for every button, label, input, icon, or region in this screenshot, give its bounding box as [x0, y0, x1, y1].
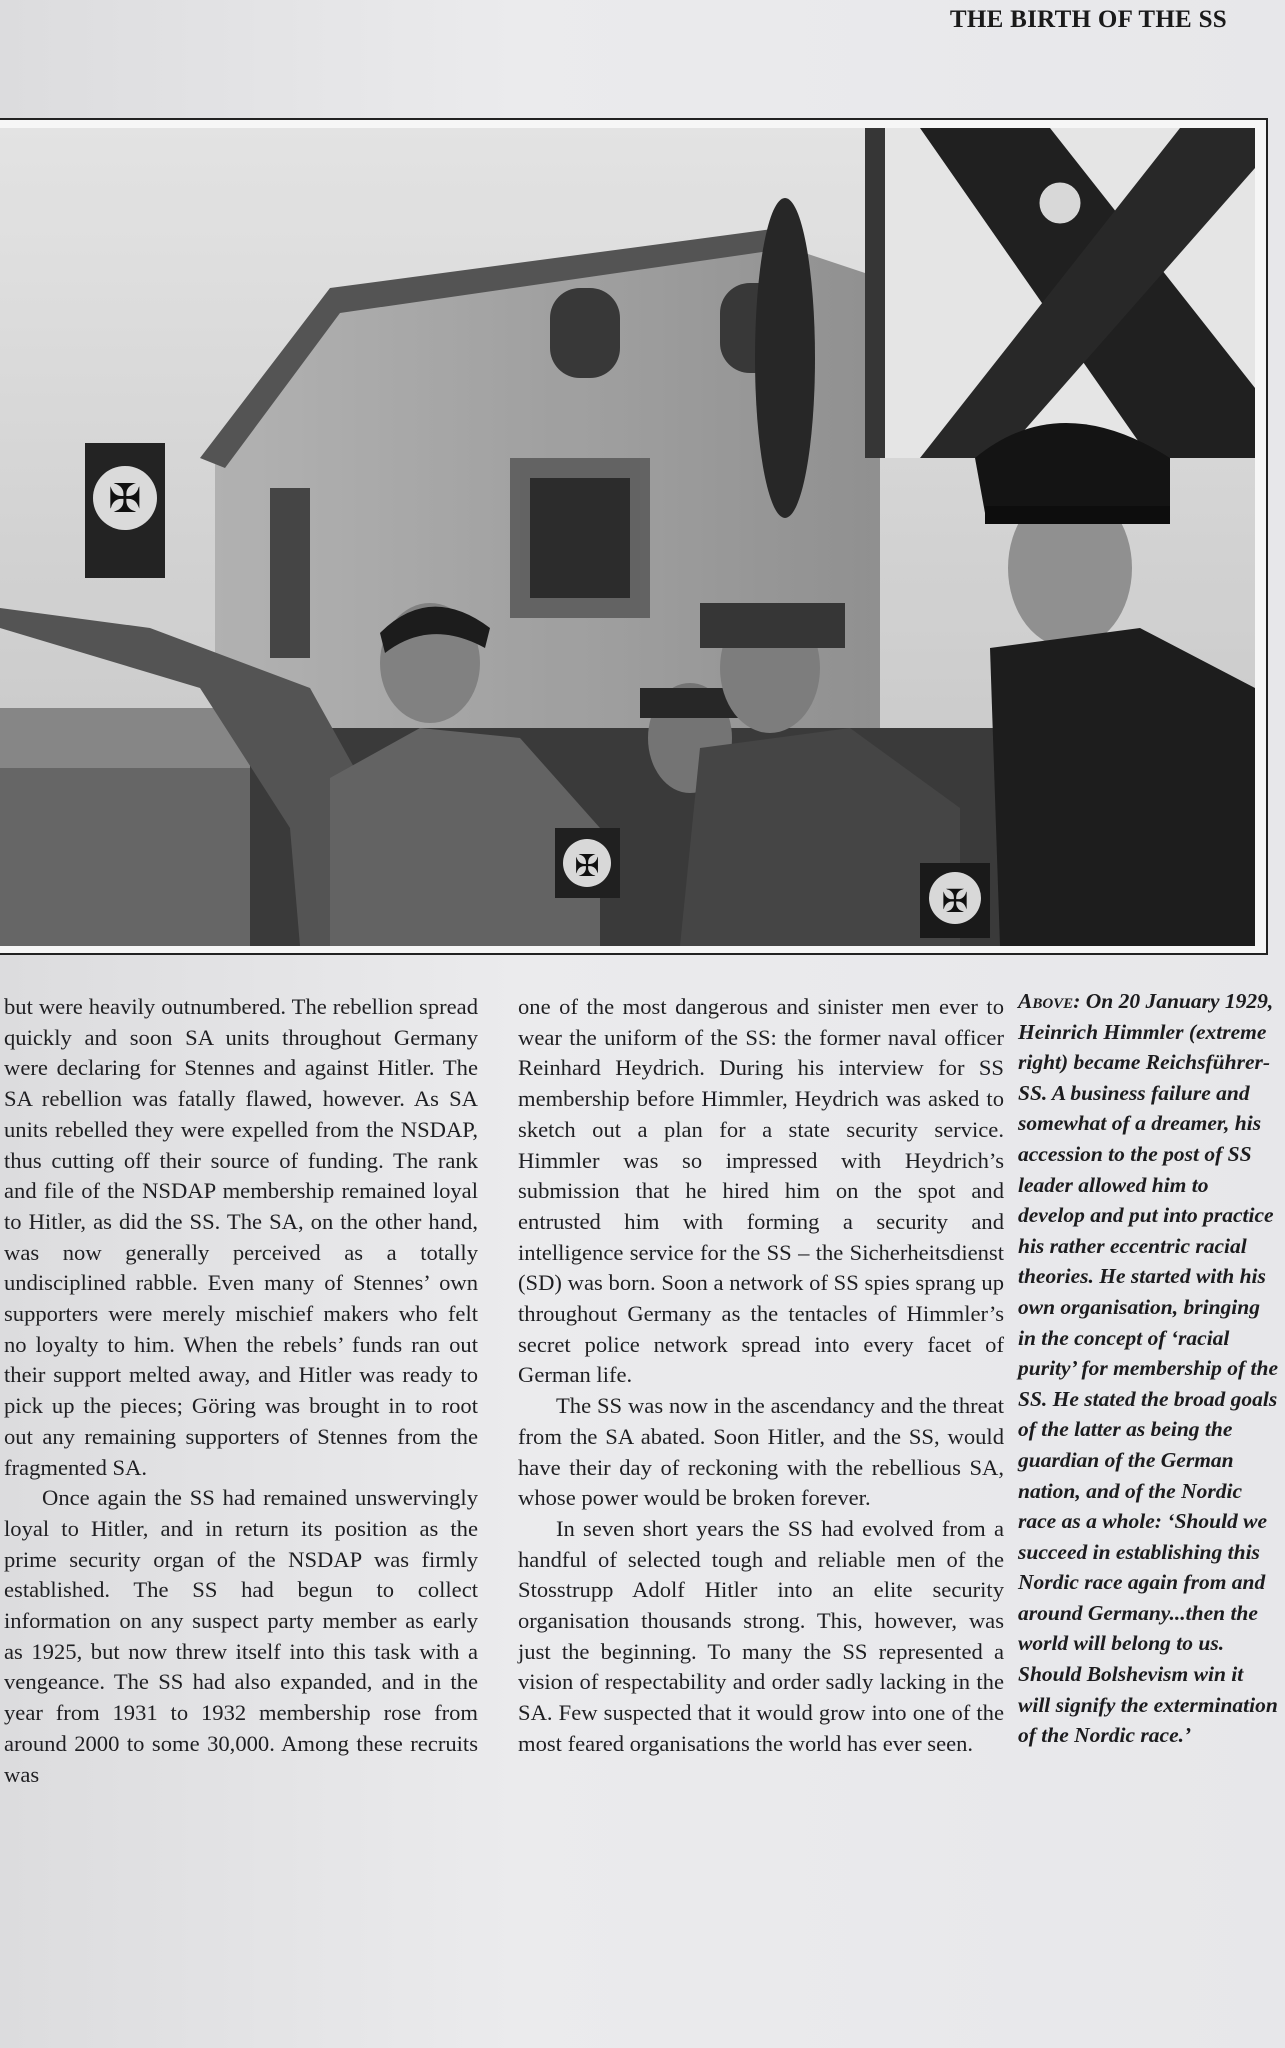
body-paragraph: one of the most dangerous and sinister men ever to wear the uniform of the SS: the former naval officer Reinhard Heydrich. During his interview for SS membership before Himmler, Heydrich was asked to sketch out a plan for a state security service. Himmler was so impressed with Heydrich’s submission that he hired him on the spot and entrusted him with forming a security and intelligence service for the SS – the Sicherheitsdienst (SD) was born. Soon a network of SS spies sprang up throughout Germany as the tentacles of Himmler’s secret police network spread into every facet of German life. [518, 994, 1004, 1388]
body-paragraph: In seven short years the SS had evolved from a handful of selected tough and reliable men of the Stosstrupp Adolf Hitler into an elite security organisation thousands strong. This, however, was just the beginning. To many the SS represented a vision of respectability and order sadly lacking in the SA. Few suspected that it would grow into one of the most feared organisations the world has ever seen. [518, 1515, 1004, 1756]
svg-text:✠: ✠ [574, 849, 600, 884]
body-paragraph: Once again the SS had remained unswervingly loyal to Hitler, and in return its position as the prime security organ of the NSDAP was firmly established. The SS had begun to collect information on any suspect party member as early as 1925, but now threw itself into this task with a vengeance. The SS had also expanded, and in the year from 1931 to 1932 membership rose from around 2000 to some 30,000. Among these recruits was [4, 1485, 478, 1787]
text-column-2 [518, 992, 1004, 1760]
photo-caption [1018, 986, 1280, 1751]
body-paragraph: The SS was now in the ascendancy and the threat from the SA abated. Soon Hitler, and the SS, would have their day of reckoning with the rebellious SA, whose power would be broken forever. [518, 1393, 1004, 1511]
svg-text:✠: ✠ [941, 882, 969, 920]
running-head: THE BIRTH OF THE SS [949, 6, 1227, 33]
text-column-1 [4, 992, 478, 1790]
caption-text: On 20 January 1929, Heinrich Himmler (extreme right) became Reichsführer-SS. A business failure and somewhat of a dreamer, his accession to the post of SS leader allowed him to develop and put into practice his rather eccentric racial theories. He started with his own organisation, bringing in the concept of ‘racial purity’ for membership of the SS. He stated the broad goals of the latter as being the guardian of the German nation, and of the Nordic race as a whole: ‘Should we succeed in establishing this Nordic race again from and around Germany...then the world will belong to us. Should Bolshevism win it will signify the extermination of the Nordic race.’ [1018, 989, 1278, 1748]
photo-frame [0, 118, 1268, 955]
photograph-icon [0, 128, 1255, 946]
svg-text:✠: ✠ [108, 476, 142, 522]
body-paragraph: but were heavily outnumbered. The rebellion spread quickly and soon SA units throughout Germany were declaring for Stennes and against Hitler. The SA rebellion was fatally flawed, however. As SA units rebelled they were expelled from the NSDAP, thus cutting off their source of funding. The rank and file of the NSDAP membership remained loyal to Hitler, as did the SS. The SA, on the other hand, was now generally perceived as a totally undisciplined rabble. Even many of Stennes’ own supporters were merely mischief makers who felt no loyalty to him. When the rebels’ funds ran out their support melted away, and Hitler was ready to pick up the pieces; Göring was brought in to root out any remaining supporters of Stennes from the fragmented SA. [4, 994, 478, 1480]
caption-lead: Above: [1018, 989, 1081, 1013]
black-and-white-photograph [0, 128, 1255, 946]
